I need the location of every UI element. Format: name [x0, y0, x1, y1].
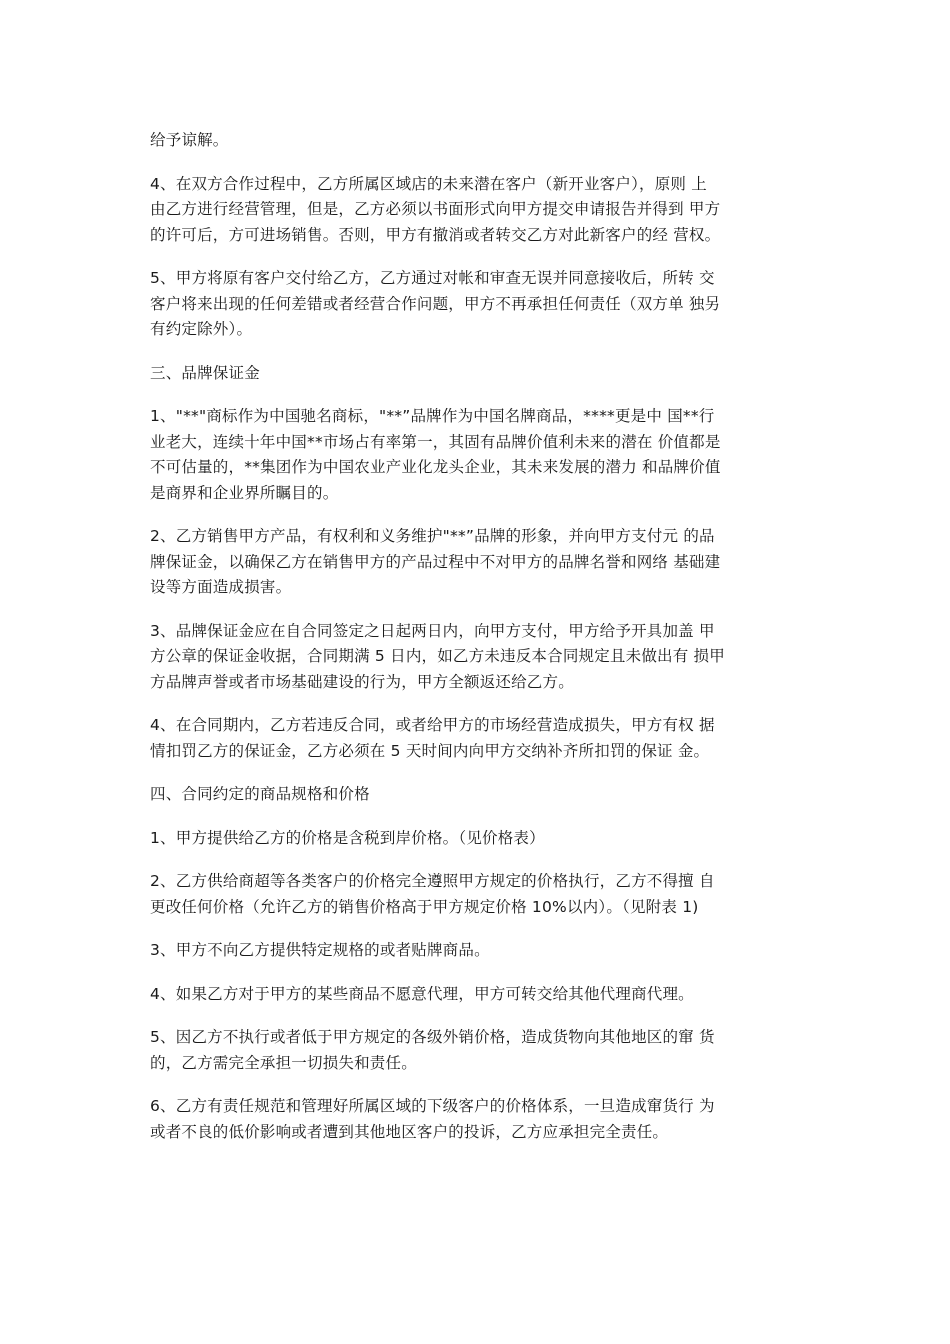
- text-line: 给予谅解。: [150, 131, 229, 149]
- text-line: 更改任何价格（允许乙方的销售价格高于甲方规定价格 10%以内）。（见附表 1): [150, 897, 699, 916]
- paragraph: [150, 869, 800, 920]
- text-line: 的，乙方需完全承担一切损失和责任。: [150, 1053, 417, 1072]
- paragraph: [150, 619, 800, 696]
- document-body: [150, 128, 800, 1163]
- text-line: 设等方面造成损害。: [150, 578, 292, 596]
- text-line: 三、品牌保证金: [150, 363, 260, 382]
- text-line: 四、合同约定的商品规格和价格: [150, 785, 370, 803]
- text-line: 5、因乙方不执行或者低于甲方规定的各级外销价格，造成货物向其他地区的窜 货: [150, 1028, 715, 1046]
- text-line: 或者不良的低价影响或者遭到其他地区客户的投诉，乙方应承担完全责任。: [150, 1122, 669, 1141]
- text-line: 是商界和企业界所瞩目的。: [150, 483, 339, 502]
- text-line: 有约定除外）。: [150, 320, 253, 338]
- text-line: 4、如果乙方对于甲方的某些商品不愿意代理，甲方可转交给其他代理商代理。: [150, 984, 694, 1003]
- text-line: 4、在双方合作过程中，乙方所属区域店的未来潜在客户（新开业客户），原则 上: [150, 174, 707, 193]
- text-line: 2、乙方销售甲方产品，有权利和义务维护"**”品牌的形象，并向甲方支付元 的品: [150, 527, 715, 545]
- text-line: 2、乙方供给商超等各类客户的价格完全遵照甲方规定的价格执行，乙方不得擅 自: [150, 872, 715, 890]
- section-heading: [150, 361, 800, 387]
- text-line: 情扣罚乙方的保证金，乙方必须在 5 天时间内向甲方交纳补齐所扣罚的保证 金。: [150, 741, 710, 760]
- text-line: 3、品牌保证金应在自合同签定之日起两日内，向甲方支付，甲方给予开具加盖 甲: [150, 621, 715, 640]
- paragraph: [150, 404, 800, 506]
- text-line: 牌保证金，以确保乙方在销售甲方的产品过程中不对甲方的品牌名誉和网络 基础建: [150, 552, 721, 571]
- text-line: 客户将来出现的任何差错或者经营合作问题，甲方不再承担任何责任（双方单 独另: [150, 294, 721, 313]
- text-line: 方品牌声誉或者市场基础建设的行为，甲方全额返还给乙方。: [150, 672, 574, 691]
- paragraph: [150, 982, 800, 1008]
- paragraph: [150, 826, 800, 852]
- text-line: 5、甲方将原有客户交付给乙方，乙方通过对帐和审查无误并同意接收后，所转 交: [150, 269, 715, 287]
- text-line: 6、乙方有责任规范和管理好所属区域的下级客户的价格体系，一旦造成窜货行 为: [150, 1097, 715, 1115]
- text-line: 的许可后，方可进场销售。否则，甲方有撤消或者转交乙方对此新客户的经 营权。: [150, 225, 721, 244]
- text-line: 4、在合同期内，乙方若违反合同，或者给甲方的市场经营造成损失，甲方有权 据: [150, 716, 715, 734]
- text-line: 1、甲方提供给乙方的价格是含税到岸价格。（见价格表）: [150, 828, 545, 847]
- paragraph: [150, 524, 800, 601]
- text-line: 由乙方进行经营管理，但是，乙方必须以书面形式向甲方提交申请报告并得到 甲方: [150, 200, 721, 218]
- paragraph: [150, 266, 800, 343]
- text-line: 业老大，连续十年中国**市场占有率第一，其固有品牌价值利未来的潜在 价值都是: [150, 432, 721, 451]
- paragraph: [150, 713, 800, 764]
- paragraph: [150, 938, 800, 964]
- section-heading: [150, 782, 800, 808]
- paragraph: [150, 1094, 800, 1145]
- text-line: 不可估量的，**集团作为中国农业产业化龙头企业，其未来发展的潜力 和品牌价值: [150, 458, 721, 476]
- text-line: 方公章的保证金收据，合同期满 5 日内，如乙方未违反本合同规定且未做出有 损甲: [150, 647, 725, 665]
- paragraph: [150, 128, 800, 154]
- text-line: 3、甲方不向乙方提供特定规格的或者贴牌商品。: [150, 941, 490, 959]
- paragraph: [150, 1025, 800, 1076]
- text-line: 1、"**"商标作为中国驰名商标，"**”品牌作为中国名牌商品，****更是中 国**行: [150, 407, 715, 425]
- paragraph: [150, 172, 800, 249]
